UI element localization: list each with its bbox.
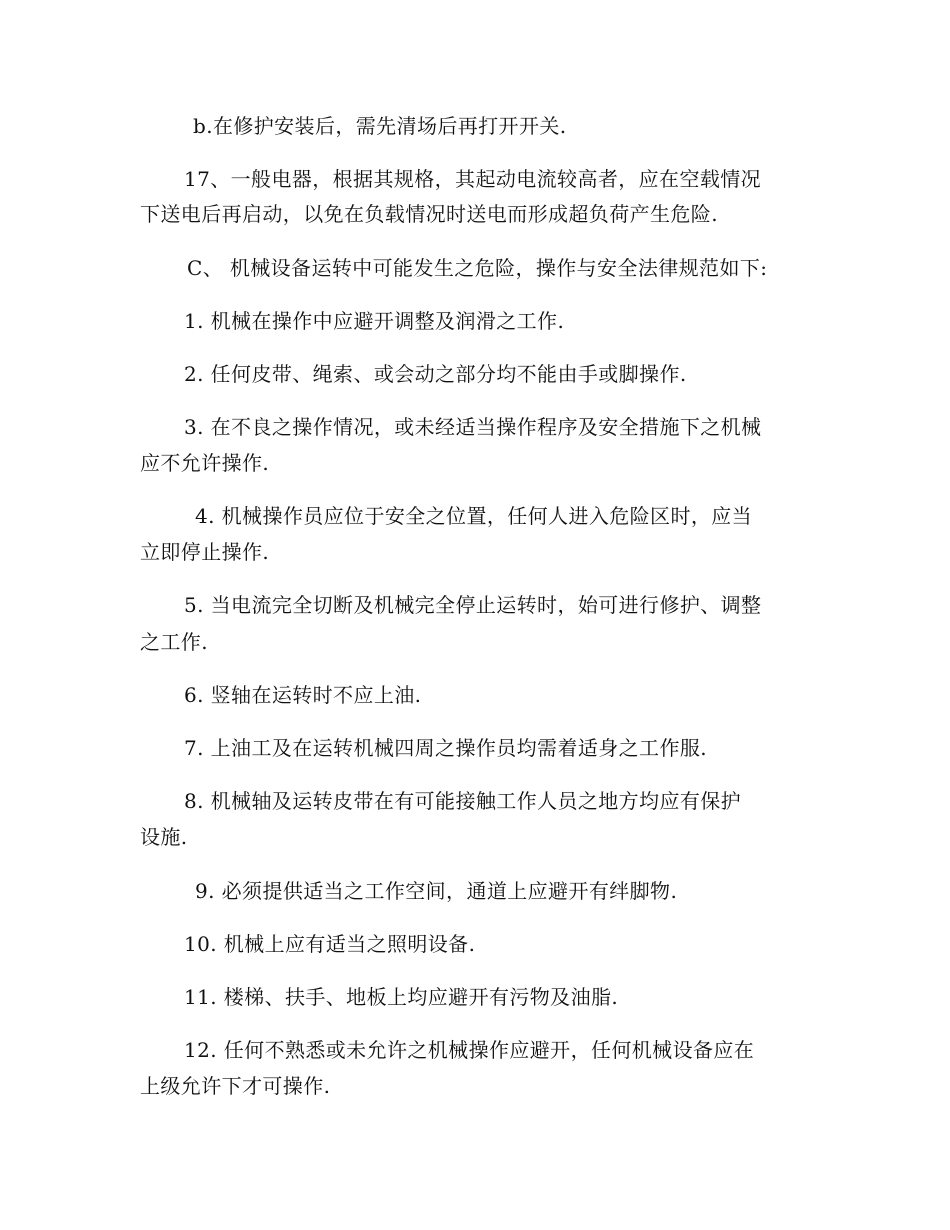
paragraph-12-line-1: 12. 任何不熟悉或未允许之机械操作应避开，任何机械设备应在 — [184, 1038, 755, 1062]
paragraph-6: 6. 竖轴在运转时不应上油. — [184, 683, 422, 707]
paragraph-4-line-1: 4. 机械操作员应位于安全之位置，任何人进入危险区时，应当 — [195, 504, 753, 528]
paragraph-b-line-1: b.在修护安装后，需先清场后再打开开关. — [193, 114, 567, 138]
paragraph-7: 7. 上油工及在运转机械四周之操作员均需着适身之工作服. — [184, 736, 707, 760]
paragraph-c-heading: C、 机械设备运转中可能发生之危险，操作与安全法律规范如下: — [187, 256, 768, 280]
paragraph-11: 11. 楼梯、扶手、地板上均应避开有污物及油脂. — [184, 985, 619, 1009]
paragraph-12-line-2: 上级允许下才可操作. — [140, 1074, 331, 1098]
paragraph-3-line-2: 应不允许操作. — [140, 451, 270, 475]
paragraph-17-line-1: 17、一般电器，根据其规格，其起动电流较高者，应在空载情况 — [184, 167, 762, 191]
paragraph-3-line-1: 3. 在不良之操作情况，或未经适当操作程序及安全措施下之机械 — [184, 415, 762, 439]
paragraph-8-line-1: 8. 机械轴及运转皮带在有可能接触工作人员之地方均应有保护 — [184, 789, 742, 813]
paragraph-5-line-2: 之工作. — [140, 630, 208, 654]
paragraph-10: 10. 机械上应有适当之照明设备. — [184, 932, 476, 956]
paragraph-9: 9. 必须提供适当之工作空间，通道上应避开有绊脚物. — [195, 879, 678, 903]
paragraph-8-line-2: 设施. — [140, 825, 188, 849]
paragraph-1: 1. 机械在操作中应避开调整及润滑之工作. — [184, 309, 565, 333]
paragraph-5-line-1: 5. 当电流完全切断及机械完全停止运转时，始可进行修护、调整 — [184, 593, 762, 617]
paragraph-2: 2. 任何皮带、绳索、或会动之部分均不能由手或脚操作. — [184, 362, 687, 386]
paragraph-4-line-2: 立即停止操作. — [140, 540, 270, 564]
paragraph-17-line-2: 下送电后再启动，以免在负载情况时送电而形成超负荷产生危险. — [140, 202, 718, 226]
